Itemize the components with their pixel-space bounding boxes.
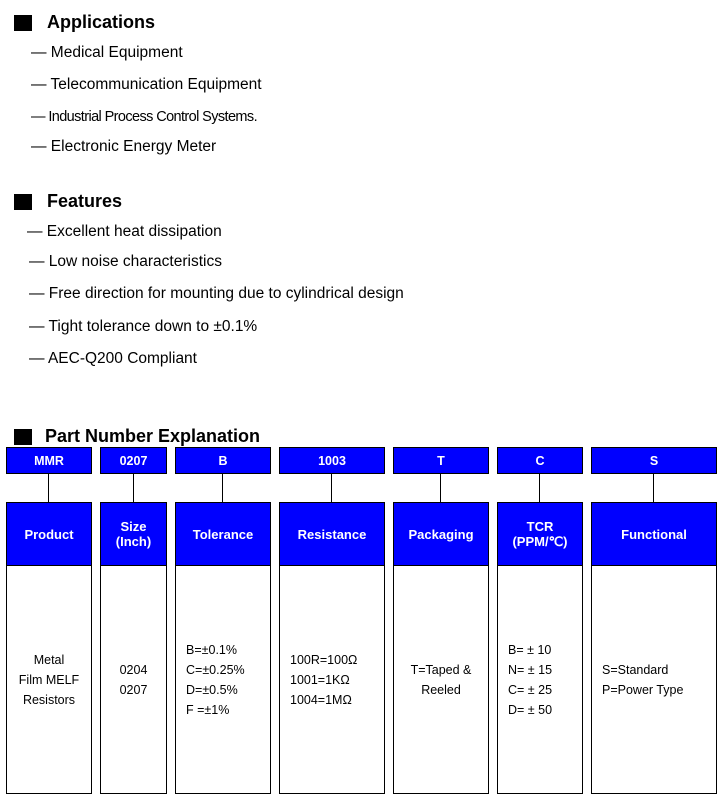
- column-value: Reeled: [421, 682, 461, 697]
- column-value: Metal: [33, 652, 65, 667]
- column-body: [176, 565, 270, 793]
- features-bullet-square: [14, 194, 32, 210]
- column-body: [7, 565, 91, 793]
- column-title: Packaging: [394, 503, 488, 565]
- column-title: Size (Inch): [101, 503, 166, 565]
- column-value: S=Standard: [602, 662, 669, 677]
- features-item: — Free direction for mounting due to cylindrical design: [29, 285, 404, 302]
- part-number-bullet-square: [14, 429, 32, 445]
- column-value: 1004=1MΩ: [290, 692, 352, 707]
- column-value: B= ± 10: [508, 642, 552, 657]
- code-box-functional: S: [591, 447, 717, 474]
- column-value: Film MELF: [18, 672, 80, 687]
- connector-line: [133, 474, 134, 503]
- column-title: Functional: [592, 503, 716, 565]
- column-product: [6, 502, 92, 794]
- connector-line: [539, 474, 540, 503]
- code-box-resistance: 1003: [279, 447, 385, 474]
- code-box-tolerance: B: [175, 447, 271, 474]
- column-body: [101, 565, 166, 793]
- part-number-heading: Part Number Explanation: [45, 426, 261, 446]
- applications-item: — Industrial Process Control Systems.: [31, 109, 257, 125]
- column-size: [100, 502, 167, 794]
- column-title: Resistance: [280, 503, 384, 565]
- column-body: [394, 565, 488, 793]
- features-item: — Excellent heat dissipation: [27, 223, 222, 240]
- column-value: T=Taped &: [410, 662, 472, 677]
- column-value: Resistors: [22, 692, 76, 707]
- column-value: C= ± 25: [508, 682, 553, 697]
- column-value: C=±0.25%: [186, 662, 245, 677]
- connector-line: [222, 474, 223, 503]
- column-value: D=±0.5%: [186, 682, 238, 697]
- applications-item: — Medical Equipment: [31, 44, 183, 61]
- column-value: F =±1%: [186, 702, 230, 717]
- column-value: D= ± 50: [508, 702, 553, 717]
- column-value: 100R=100Ω: [290, 652, 358, 667]
- column-resistance: [279, 502, 385, 794]
- column-body: [280, 565, 384, 793]
- column-title: TCR (PPM/℃): [498, 503, 582, 565]
- code-box-size: 0207: [100, 447, 167, 474]
- column-title: Product: [7, 503, 91, 565]
- column-value: N= ± 15: [508, 662, 553, 677]
- column-value: 0207: [119, 682, 148, 697]
- column-value: 0204: [119, 662, 148, 677]
- column-tolerance: [175, 502, 271, 794]
- column-title: Tolerance: [176, 503, 270, 565]
- connector-line: [440, 474, 441, 503]
- connector-line: [331, 474, 332, 503]
- connector-line: [653, 474, 654, 503]
- features-item: — Tight tolerance down to ±0.1%: [29, 318, 258, 335]
- code-box-packaging: T: [393, 447, 489, 474]
- column-functional: [591, 502, 717, 794]
- code-box-product: MMR: [6, 447, 92, 474]
- column-body: [592, 565, 716, 793]
- column-tcr: [497, 502, 583, 794]
- applications-heading: Applications: [47, 12, 156, 32]
- applications-item: — Telecommunication Equipment: [31, 76, 262, 93]
- connector-line: [48, 474, 49, 503]
- applications-item: — Electronic Energy Meter: [31, 138, 217, 155]
- column-value: B=±0.1%: [186, 642, 237, 657]
- features-item: — Low noise characteristics: [29, 253, 222, 270]
- column-body: [498, 565, 582, 793]
- column-value: 1001=1KΩ: [290, 672, 350, 687]
- applications-bullet-square: [14, 15, 32, 31]
- features-item: — AEC-Q200 Compliant: [29, 350, 197, 367]
- code-box-tcr: C: [497, 447, 583, 474]
- column-packaging: [393, 502, 489, 794]
- features-heading: Features: [47, 191, 123, 211]
- column-value: P=Power Type: [602, 682, 684, 697]
